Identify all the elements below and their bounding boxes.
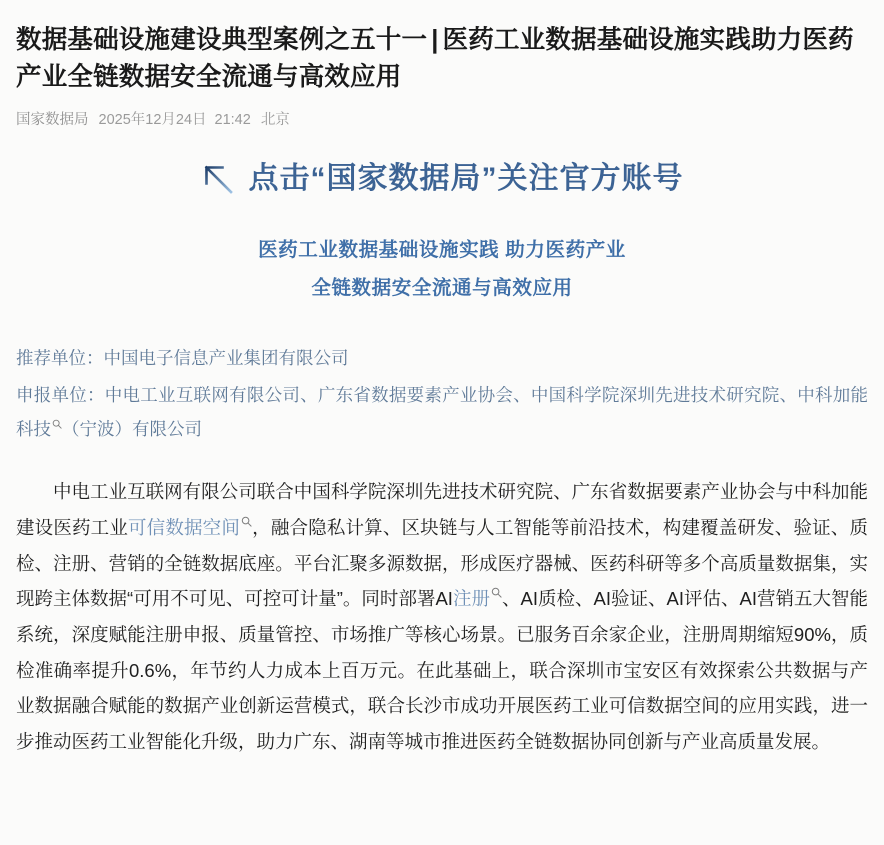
apply-unit-value-part-2: （宁波）有限公司	[62, 419, 202, 440]
title-rest-text: 医药工业数据基础设施实践助力医药产业全链数据安全流通与高效应用	[16, 26, 854, 92]
apply-unit-value-part-1: 中电工业互联网有限公司、广东省数据要素产业协会、中国科学院深圳先进技术研究院、中科加能科技	[16, 384, 869, 440]
body-segment-2: ，融合隐私计算、区块链与人工智能等前沿技术，构建覆盖研发、验证、质检、注册、营销的全链数据底座。平台汇聚多源数据，形成医疗器械、医药科研等多个高质量数据集，实现跨主体数据“可用不可见、可控可计量”。同时部署AI	[16, 516, 868, 610]
byline-author[interactable]: 国家数据局	[16, 112, 89, 129]
promo-subtitle-line-2: 全链数据安全流通与高效应用	[311, 276, 573, 299]
hotword-trusted-data-space[interactable]: 可信数据空间	[128, 516, 240, 538]
recommend-unit-line	[16, 341, 868, 375]
byline	[12, 96, 872, 130]
byline-time: 21:42	[214, 112, 251, 129]
body-segment-1: 中电工业互联网有限公司联合中国科学院深圳先进技术研究院、广东省数据要素产业协会与中科加能建设医药工业	[16, 481, 868, 538]
apply-unit-label: 申报单位：	[16, 384, 105, 405]
promo-banner	[12, 161, 872, 307]
title-separator: |	[431, 26, 439, 54]
hotword-ai-registration[interactable]: 注册	[452, 588, 490, 610]
recommend-unit-value: 中国电子信息产业集团有限公司	[103, 347, 349, 368]
article-body	[12, 474, 872, 760]
unit-info-block	[12, 341, 872, 446]
recommend-unit-label: 推荐单位：	[16, 347, 104, 368]
byline-location: 北京	[260, 112, 290, 129]
search-icon[interactable]	[52, 419, 62, 429]
promo-cta-text[interactable]: 点击“国家数据局”关注官方账号	[248, 161, 684, 195]
page-title	[12, 0, 872, 96]
body-paragraph	[16, 474, 868, 760]
body-segment-3: 、AI质检、AI验证、AI评估、AI营销五大智能系统，深度赋能注册申报、质量管控、市场推广等核心场景。已服务百余家企业，注册周期缩短90%，质检准确率提升0.6%，年节约人力成本上百万元。在此基础上，联合深圳市宝安区有效探索公共数据与产业数据融合赋能的数据产业创新运营模式，联合长沙市成功开展医药工业可信数据空间的应用实践，进一步推动医药工业智能化升级，助力广东、湖南等城市推进医药全链数据协同创新与产业高质量发展。	[16, 588, 868, 753]
promo-cta-row[interactable]	[18, 161, 866, 197]
search-icon[interactable]	[491, 587, 502, 598]
search-icon[interactable]	[241, 516, 252, 527]
promo-subtitle-line-1: 医药工业数据基础设施实践 助力医药产业	[258, 238, 626, 261]
apply-unit-line	[16, 378, 868, 446]
arrow-up-left-icon	[201, 163, 235, 197]
promo-subtitle	[18, 231, 866, 307]
title-main-text: 数据基础设施建设典型案例之五十一	[16, 26, 428, 54]
byline-date: 2025年12月24日	[98, 112, 207, 129]
